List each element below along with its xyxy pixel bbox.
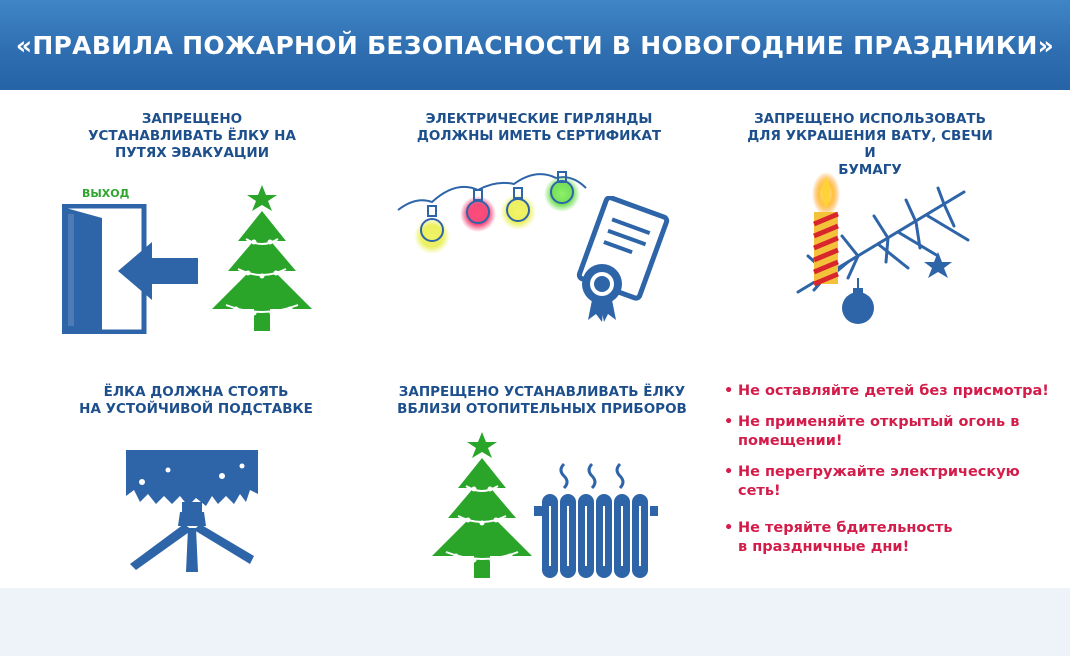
bullet: • (724, 414, 734, 430)
rule-text: Не оставляйте детей без присмотра! (738, 383, 1049, 399)
panel-evacuation-caption (80, 111, 304, 162)
caption-line: УСТАНАВЛИВАТЬ ЁЛКУ НА (88, 128, 296, 144)
candle-icon (806, 172, 846, 286)
rule-text: Не применяйте открытый огонь в помещении! (738, 414, 1020, 449)
safety-rules-list (724, 382, 1064, 569)
christmas-tree-icon (426, 430, 538, 580)
header-banner (0, 0, 1070, 90)
certificate-icon (564, 196, 674, 326)
caption-line: БУМАГУ (838, 162, 902, 178)
bullet: • (724, 520, 734, 536)
panel-heater-caption (386, 384, 698, 418)
exit-sign-label: ВЫХОД (82, 187, 130, 200)
caption-line: ЗАПРЕЩЕНО УСТАНАВЛИВАТЬ ЁЛКУ (398, 384, 686, 400)
christmas-tree-icon (206, 183, 318, 333)
caption-line: ДОЛЖНЫ ИМЕТЬ СЕРТИФИКАТ (416, 128, 662, 144)
caption-line: НА УСТОЙЧИВОЙ ПОДСТАВКЕ (79, 401, 313, 417)
arrow-left-icon (118, 240, 202, 302)
list-item (724, 413, 1024, 451)
rule-text: Не перегружайте электрическую сеть! (738, 464, 1020, 499)
caption-line: ЁЛКА ДОЛЖНА СТОЯТЬ (103, 384, 289, 400)
page-title: «ПРАВИЛА ПОЖАРНОЙ БЕЗОПАСНОСТИ В НОВОГОДНИЕ ПРАЗДНИКИ» (15, 30, 1055, 60)
footer-band (0, 588, 1070, 656)
list-item (724, 382, 1064, 401)
panel-decorations-caption (740, 111, 1000, 179)
tree-stand-icon (122, 446, 262, 574)
panel-garland-caption (404, 111, 674, 145)
caption-line: ПУТЯХ ЭВАКУАЦИИ (114, 145, 270, 161)
bullet: • (724, 383, 734, 399)
panel-stand-caption (74, 384, 318, 418)
bullet: • (724, 464, 734, 480)
caption-line: ЗАПРЕЩЕНО ИСПОЛЬЗОВАТЬ (754, 111, 986, 127)
list-item (724, 463, 1064, 501)
caption-line: ЭЛЕКТРИЧЕСКИЕ ГИРЛЯНДЫ (425, 111, 653, 127)
caption-line: ЗАПРЕЩЕНО (141, 111, 243, 127)
caption-line: ВБЛИЗИ ОТОПИТЕЛЬНЫХ ПРИБОРОВ (397, 401, 687, 417)
caption-line: ДЛЯ УКРАШЕНИЯ ВАТУ, СВЕЧИ И (747, 128, 993, 161)
rule-text: Не теряйте бдительность в праздничные дни! (738, 520, 953, 555)
radiator-icon (534, 462, 658, 580)
list-item (724, 519, 954, 557)
